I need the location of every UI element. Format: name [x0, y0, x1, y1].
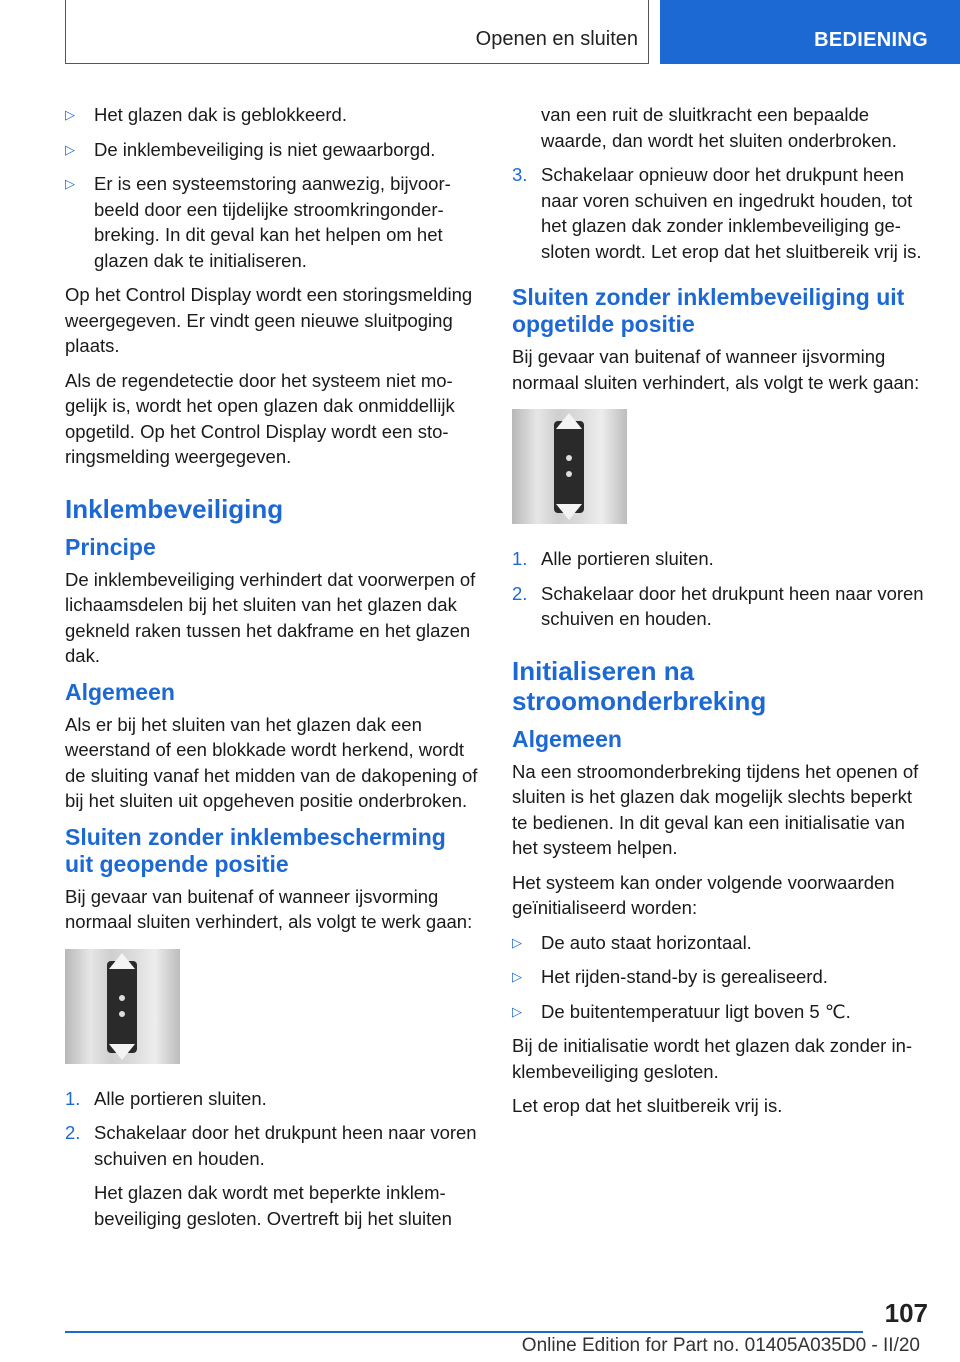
list-item: ▷ Er is een systeemstoring aanwezig, bijvoorbeeld door een tijdelijke stroomkringonderbreking. In dit geval kan het helpen om het glazen dak te initialiseren.	[65, 171, 480, 273]
subheading-algemeen: Algemeen	[512, 725, 622, 752]
edition-text: Online Edition for Part no. 01405A035D0 - II/20	[521, 1335, 920, 1356]
page-number: 107	[884, 1298, 928, 1328]
step-item: 2. Schakelaar door het drukpunt heen naar voren schuiven en houden.	[512, 582, 924, 629]
triangle-right-outline-icon: ▷	[512, 969, 522, 984]
arrow-up-icon	[109, 953, 135, 969]
switch-dot	[119, 995, 125, 1001]
switch-dot	[566, 471, 572, 477]
paragraph: Bij gevaar van buitenaf of wanneer ijsvorming normaal sluiten verhindert, als volgt te werk gaan:	[512, 346, 920, 393]
list-item: ▷ Het rijden-stand-by is gerealiseerd.	[512, 964, 927, 990]
paragraph: Bij gevaar van buitenaf of wanneer ijsvorming normaal sluiten verhindert, als volgt te werk gaan:	[65, 885, 473, 932]
switch-body	[554, 421, 584, 513]
paragraph: Na een stroomonderbreking tijdens het openen of sluiten is het glazen dak mogelijk slechts beperkt te bedienen. In dit geval kan een initialisatie van het systeem helpen.	[512, 760, 919, 858]
right-column	[512, 102, 927, 1128]
paragraph: Als de regendetectie door het systeem niet mogelijk is, wordt het open glazen dak onmiddellijk opgetild. Op het Control Display wordt een storingsmelding weergegeven.	[65, 369, 455, 467]
switch-dot	[119, 1011, 125, 1017]
subheading-algemeen: Algemeen	[65, 678, 175, 705]
left-column	[65, 102, 480, 1240]
switch-dot	[566, 455, 572, 461]
list-item: ▷ De buitentemperatuur ligt boven 5 ℃.	[512, 999, 927, 1025]
list-item: ▷ De inklembeveiliging is niet gewaarborgd.	[65, 137, 480, 163]
paragraph: van een ruit de sluitkracht een bepaalde waarde, dan wordt het sluiten onderbroken.	[541, 104, 897, 151]
footer-rule	[65, 1331, 863, 1333]
subheading-sluiten-uit-opgetilde-positie: Sluiten zonder inklembeveiliging uit opgetilde positie	[512, 284, 905, 337]
paragraph: Bij de initialisatie wordt het glazen dak zonder inklembeveiliging gesloten.	[512, 1035, 913, 1082]
step-item: 2. Schakelaar door het drukpunt heen naar voren schuiven en houden.	[65, 1122, 477, 1169]
heading-initialiseren: Initialiseren na stroomonderbreking	[512, 655, 767, 716]
paragraph: De inklembeveiliging verhindert dat voorwerpen of lichaamsdelen bij het sluiten van het glazen dak gekneld raken tussen het dakframe en het glazen dak.	[65, 568, 476, 666]
triangle-right-outline-icon: ▷	[65, 107, 75, 122]
triangle-right-outline-icon: ▷	[512, 1003, 522, 1019]
list-item: ▷ De auto staat horizontaal.	[512, 930, 927, 956]
paragraph: Let erop dat het sluitbereik vrij is.	[512, 1095, 783, 1116]
paragraph: Het systeem kan onder volgende voorwaarden geïnitialiseerd worden:	[512, 871, 895, 918]
paragraph: Het glazen dak wordt met beperkte inklembeveiliging gesloten. Overtreft bij het sluiten	[94, 1182, 452, 1229]
switch-illustration	[65, 949, 180, 1064]
list-item: ▷ Het glazen dak is geblokkeerd.	[65, 102, 480, 128]
chapter-tab	[660, 0, 960, 64]
chapter-tab-label: BEDIENING	[814, 29, 928, 51]
subheading-sluiten-uit-geopende-positie: Sluiten zonder inklembescherming uit geopende positie	[65, 823, 446, 877]
subheading-principe: Principe	[65, 533, 156, 560]
switch-body	[107, 961, 137, 1053]
switch-illustration	[512, 409, 627, 524]
triangle-right-outline-icon: ▷	[512, 934, 522, 950]
step-item: 3. Schakelaar opnieuw door het drukpunt heen naar voren schuiven en ingedrukt houden, tot het glazen dak zonder inklembeveiliging gesloten wordt. Let erop dat het sluitbereik vrij is.	[512, 164, 922, 262]
arrow-down-icon	[109, 1044, 135, 1060]
triangle-right-outline-icon: ▷	[65, 141, 75, 157]
triangle-right-outline-icon: ▷	[65, 176, 75, 191]
section-title: Openen en sluiten	[475, 28, 638, 50]
step-item: 1. Alle portieren sluiten.	[512, 548, 714, 569]
step-item: 1. Alle portieren sluiten.	[65, 1087, 267, 1109]
arrow-up-icon	[556, 413, 582, 429]
arrow-down-icon	[556, 504, 582, 520]
heading-inklembeveiliging: Inklembeveiliging	[65, 493, 284, 524]
paragraph: Op het Control Display wordt een storingsmelding weergegeven. Er vindt geen nieuwe sluitpoging plaats.	[65, 284, 473, 356]
paragraph: Als er bij het sluiten van het glazen dak een weerstand of een blokkade wordt herkend, wordt de sluiting vanaf het midden van de dakopening of bij het sluiten uit opgeheven positie onderbroken.	[65, 713, 478, 811]
